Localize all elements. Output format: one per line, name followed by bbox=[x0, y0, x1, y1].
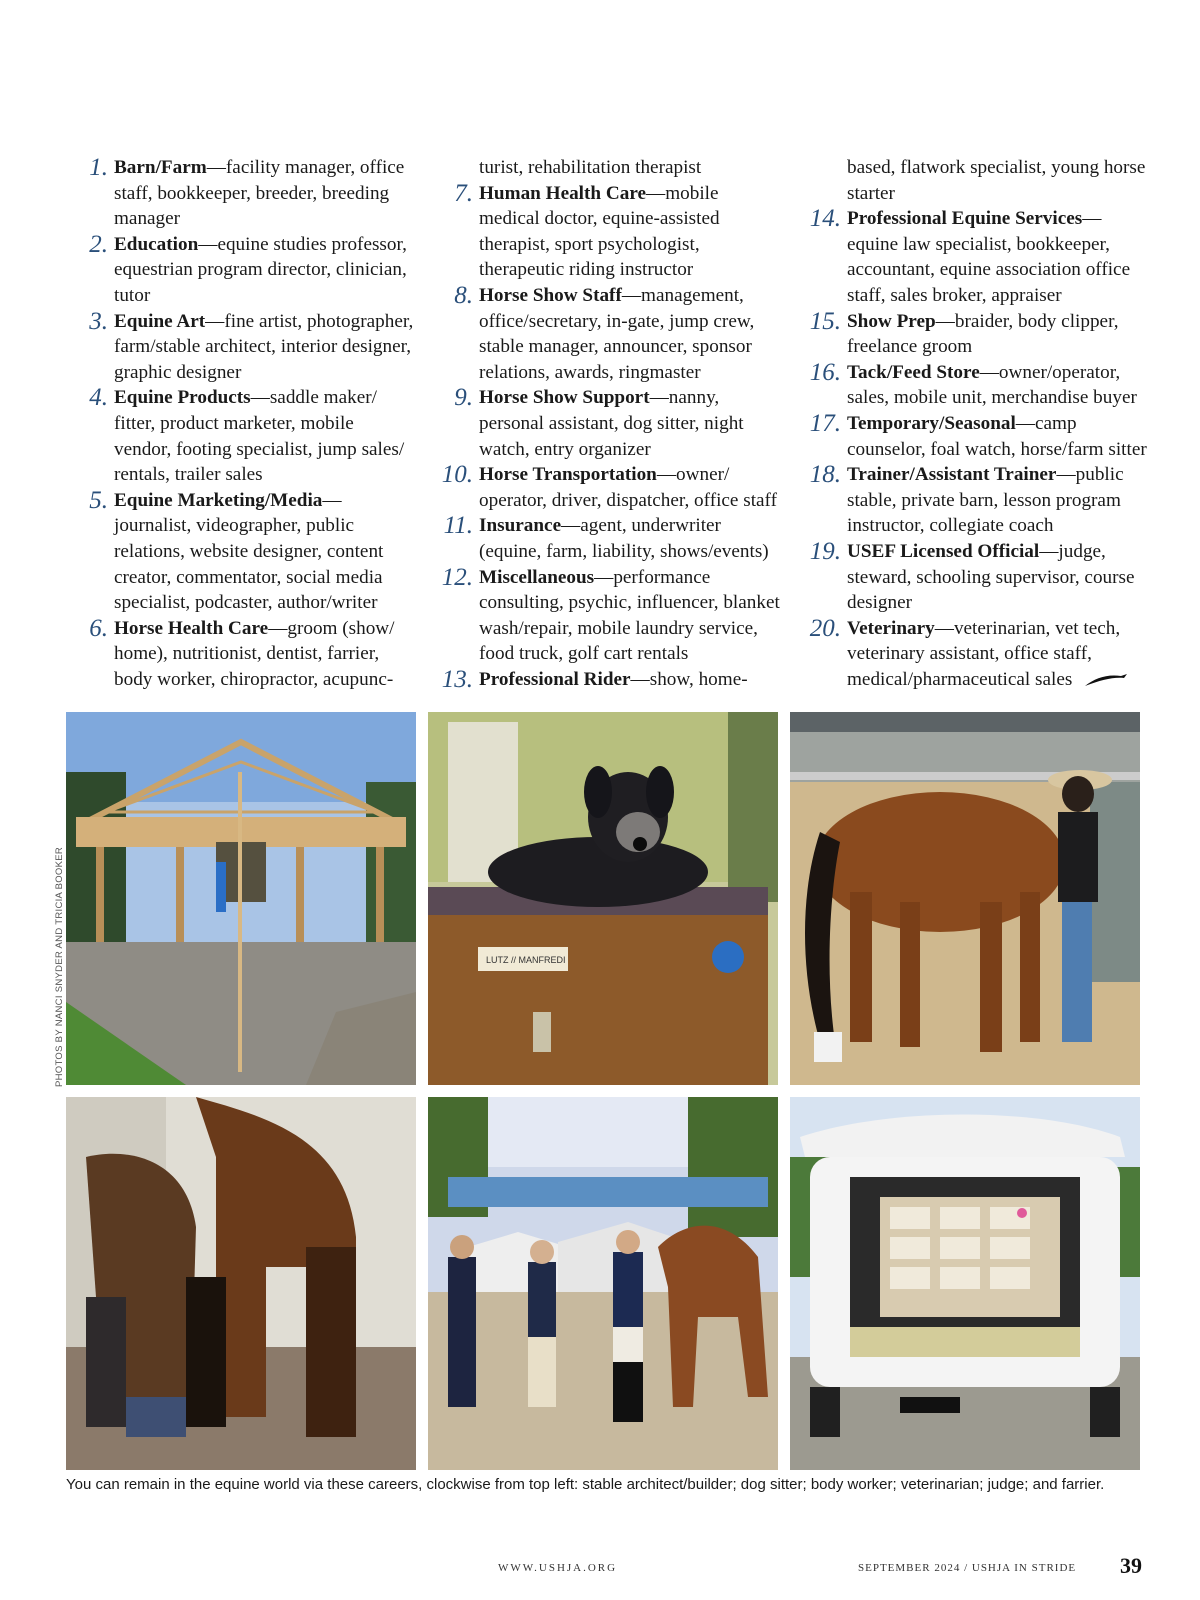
career-entry bbox=[803, 616, 1148, 693]
entry-title: Horse Show Staff bbox=[479, 284, 622, 306]
entry-number: 5. bbox=[89, 486, 108, 514]
entry-text: —agent, underwriter (equine, farm, liability, shows/events) bbox=[479, 515, 769, 562]
entry-number: 10. bbox=[441, 461, 473, 489]
photo-veterinarian bbox=[790, 1097, 1140, 1470]
career-entry bbox=[435, 385, 780, 462]
entry-text: —journalist, videographer, public relations, website designer, content creator, commentator, social media specialist, podcaster, author/writer bbox=[114, 489, 384, 614]
entry-number: 15. bbox=[809, 307, 841, 335]
career-entry bbox=[803, 539, 1148, 616]
entry-title: Equine Marketing/Media bbox=[114, 489, 323, 511]
photo-body-worker bbox=[790, 712, 1140, 1085]
entry-number: 17. bbox=[809, 409, 841, 437]
entry-number: 16. bbox=[809, 358, 841, 386]
career-entry bbox=[803, 462, 1148, 539]
entry-continuation: based, flatwork specialist, young horse starter bbox=[847, 157, 1146, 204]
column-3 bbox=[803, 155, 1148, 692]
box-label: LUTZ // MANFREDI bbox=[486, 955, 566, 965]
career-list bbox=[70, 155, 1150, 700]
entry-text: —judge, steward, schooling supervisor, course designer bbox=[847, 540, 1135, 614]
entry-title: Professional Rider bbox=[479, 668, 631, 690]
career-entry bbox=[70, 616, 415, 693]
entry-text: —management, office/secretary, in-gate, jump crew, stable manager, announcer, sponsor relations, awards, ringmaster bbox=[479, 284, 755, 383]
career-entry bbox=[435, 667, 780, 693]
entry-title: Horse Transportation bbox=[479, 464, 657, 486]
entry-title: Trainer/Assistant Trainer bbox=[847, 464, 1057, 486]
entry-text: —owner/ operator, driver, dispatcher, office staff bbox=[479, 464, 777, 511]
entry-number: 9. bbox=[454, 384, 473, 412]
photo-judge bbox=[428, 1097, 778, 1470]
entry-number: 2. bbox=[89, 230, 108, 258]
career-entry bbox=[803, 309, 1148, 360]
entry-text: —nanny, personal assistant, dog sitter, night watch, entry organizer bbox=[479, 387, 744, 460]
photo-grid bbox=[66, 712, 1140, 1470]
entry-title: Miscellaneous bbox=[479, 566, 595, 588]
career-entry bbox=[803, 360, 1148, 411]
entry-text: —saddle maker/ fitter, product marketer, mobile vendor, footing specialist, jump sales/ rentals, trailer sales bbox=[114, 387, 405, 486]
entry-number: 20. bbox=[809, 614, 841, 642]
career-entry bbox=[435, 513, 780, 564]
entry-title: Horse Health Care bbox=[114, 617, 269, 639]
career-entry bbox=[70, 488, 415, 616]
entry-text: —show, home- bbox=[630, 668, 748, 690]
entry-continuation: turist, rehabilitation therapist bbox=[479, 157, 702, 178]
photo-farrier bbox=[66, 1097, 416, 1470]
entry-title: Veterinary bbox=[847, 617, 935, 639]
entry-title: Barn/Farm bbox=[114, 157, 207, 178]
entry-text: —camp counselor, foal watch, horse/farm sitter bbox=[847, 412, 1147, 460]
career-entry bbox=[70, 309, 415, 386]
entry-title: Education bbox=[114, 233, 199, 255]
column-2 bbox=[435, 155, 780, 692]
entry-text: —facility manager, office staff, bookkeeper, breeder, breeding manager bbox=[114, 157, 405, 230]
entry-number: 7. bbox=[454, 179, 473, 207]
entry-number: 12. bbox=[441, 563, 473, 591]
career-entry bbox=[70, 385, 415, 487]
entry-number: 4. bbox=[89, 384, 108, 412]
entry-title: Show Prep bbox=[847, 310, 936, 332]
entry-number: 1. bbox=[89, 154, 108, 181]
career-entry bbox=[435, 181, 780, 283]
entry-text: —groom (show/ home), nutritionist, dentist, farrier, body worker, chiropractor, acupunc- bbox=[114, 617, 395, 690]
entry-text: —public stable, private barn, lesson program instructor, collegiate coach bbox=[847, 464, 1124, 537]
career-entry bbox=[70, 155, 415, 232]
entry-title: Insurance bbox=[479, 515, 562, 537]
entry-number: 11. bbox=[443, 512, 473, 540]
career-entry bbox=[70, 232, 415, 309]
entry-title: Equine Products bbox=[114, 387, 251, 409]
entry-title: USEF Licensed Official bbox=[847, 540, 1040, 562]
entry-number: 18. bbox=[809, 461, 841, 489]
entry-title: Human Health Care bbox=[479, 182, 647, 204]
entry-number: 14. bbox=[809, 205, 841, 233]
entry-title: Temporary/Seasonal bbox=[847, 412, 1016, 434]
end-mark-icon bbox=[1083, 672, 1129, 688]
entry-number: 6. bbox=[89, 614, 108, 642]
entry-text: —mobile medical doctor, equine-assisted therapist, sport psychologist, therapeutic riding instructor bbox=[479, 182, 720, 281]
entry-title: Horse Show Support bbox=[479, 387, 650, 409]
entry-text: —owner/operator, sales, mobile unit, merchandise buyer bbox=[847, 361, 1137, 409]
entry-number: 19. bbox=[809, 537, 841, 565]
photo-caption: You can remain in the equine world via these careers, clockwise from top left: stable architect/builder; dog sitter; body worker; veterinarian; judge; and farrier. bbox=[66, 1476, 1105, 1493]
entry-title: Tack/Feed Store bbox=[847, 361, 980, 383]
entry-number: 3. bbox=[89, 307, 108, 335]
career-entry bbox=[803, 411, 1148, 462]
entry-text: —veterinarian, vet tech, veterinary assistant, office staff, medical/pharmaceutical sales bbox=[847, 617, 1121, 690]
footer-issue: SEPTEMBER 2024 / USHJA IN STRIDE bbox=[858, 1562, 1077, 1574]
photo-credit-text: PHOTOS BY NANCI SNYDER AND TRICIA BOOKER bbox=[54, 846, 65, 1087]
career-entry bbox=[803, 206, 1148, 308]
footer-url: WWW.USHJA.ORG bbox=[498, 1562, 618, 1574]
entry-text: —performance consulting, psychic, influencer, blanket wash/repair, mobile laundry service, food truck, golf cart rentals bbox=[479, 566, 780, 665]
entry-number: 8. bbox=[454, 281, 473, 309]
photo-barn-construction bbox=[66, 712, 416, 1085]
page-number: 39 bbox=[1120, 1553, 1142, 1578]
column-1 bbox=[70, 155, 415, 692]
entry-number: 13. bbox=[441, 665, 473, 693]
photo-dog-sitter bbox=[428, 712, 778, 1085]
career-entry bbox=[435, 462, 780, 513]
career-entry bbox=[435, 565, 780, 667]
entry-title: Professional Equine Services bbox=[847, 208, 1083, 230]
entry-text: —equine studies professor, equestrian program director, clinician, tutor bbox=[114, 233, 407, 306]
entry-title: Equine Art bbox=[114, 310, 206, 332]
entry-text: —fine artist, photographer, farm/stable architect, interior designer, graphic designer bbox=[114, 310, 414, 383]
entry-text: —braider, body clipper, freelance groom bbox=[847, 310, 1119, 358]
entry-text: — equine law specialist, bookkeeper, accountant, equine association office staff, sales broker, appraiser bbox=[847, 208, 1131, 306]
career-entry bbox=[435, 283, 780, 385]
